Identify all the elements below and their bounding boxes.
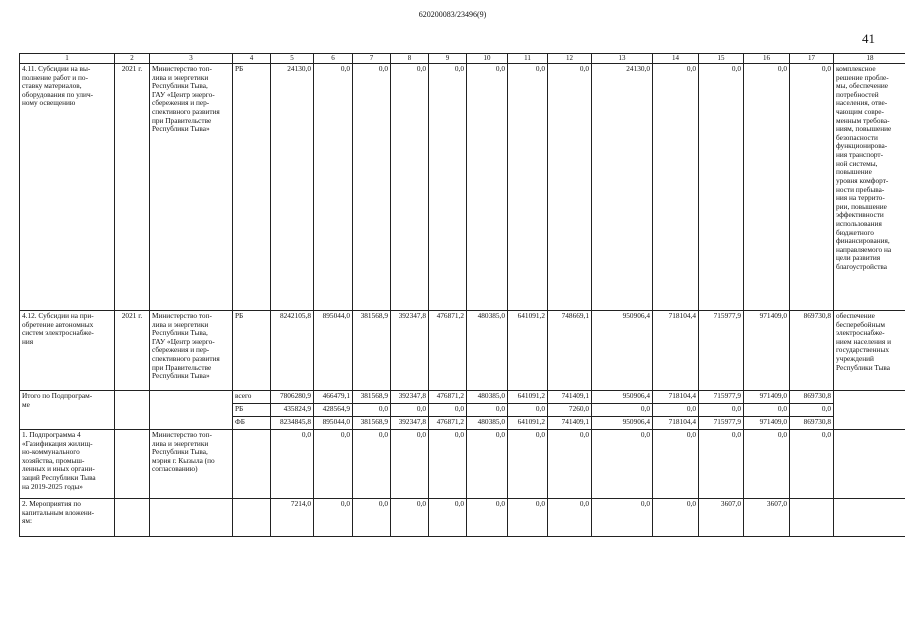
value-cell: 476871,2 (429, 391, 467, 404)
measures-row (20, 499, 905, 537)
value-cell: 748669,1 (548, 311, 592, 391)
value-cell: 971409,0 (744, 391, 790, 404)
value-cell: 869730,8 (790, 391, 834, 404)
value-cell: 8242105,8 (271, 311, 314, 391)
column-header: 2 (115, 54, 150, 64)
value-cell: 476871,2 (429, 311, 467, 391)
value-cell: 435824,9 (271, 404, 314, 417)
value-cell: 0,0 (391, 404, 429, 417)
value-cell: 718104,4 (653, 311, 699, 391)
value-cell: 0,0 (429, 404, 467, 417)
column-header: 9 (429, 54, 467, 64)
deadline-cell: 2021 г. (115, 311, 150, 391)
page-number: 41 (862, 31, 875, 46)
value-cell: 0,0 (790, 64, 834, 311)
measure-name: 4.11. Субсидии на вы- полнение работ и по- ставку материалов, оборудования по улич- ному освещению (20, 64, 115, 311)
column-header: 12 (548, 54, 592, 64)
value-cell: 0,0 (548, 430, 592, 499)
value-cell: 641091,2 (508, 417, 548, 430)
empty-cell (834, 391, 905, 430)
empty-cell (115, 391, 150, 430)
value-cell: 0,0 (353, 499, 391, 537)
empty-cell (150, 391, 233, 430)
table-row (20, 64, 905, 311)
value-cell: 0,0 (271, 430, 314, 499)
expected-result-cell: обеспечение бесперебойным электроснабже- нием населения и государственных учреждений Республики Тыва (834, 311, 905, 391)
value-cell: 392347,8 (391, 311, 429, 391)
value-cell: 3607,0 (744, 499, 790, 537)
funding-source-cell: ФБ (233, 417, 271, 430)
funding-source-cell: всего (233, 391, 271, 404)
funding-source-cell: РБ (233, 311, 271, 391)
executor-cell: Министерство топ- лива и энергетики Республики Тыва, ГАУ «Центр энерго- сбережения и пер- спективного развития при Правительстве Республики Тыва» (150, 64, 233, 311)
table-row (20, 311, 905, 391)
column-number-row (20, 54, 905, 64)
value-cell: 24130,0 (271, 64, 314, 311)
column-header: 17 (790, 54, 834, 64)
value-cell: 0,0 (429, 499, 467, 537)
value-cell: 0,0 (508, 64, 548, 311)
value-cell: 7214,0 (271, 499, 314, 537)
value-cell: 480385,0 (467, 417, 508, 430)
empty-cell (233, 430, 271, 499)
value-cell: 381568,9 (353, 417, 391, 430)
value-cell: 0,0 (353, 430, 391, 499)
value-cell: 0,0 (592, 430, 653, 499)
value-cell: 741409,1 (548, 417, 592, 430)
document-id: 620200083/23496(9) (418, 10, 487, 19)
value-cell: 3607,0 (699, 499, 744, 537)
value-cell: 869730,8 (790, 311, 834, 391)
expected-result-cell: комплексное решение пробле- мы, обеспечение потребностей населения, отве- чающим совре- менным требова- ниям, повышение безопасности функционирова- ния транспорт- ной системы, повышение уровня комфорт- ности пребыва- ния на террито- рии, повышение эффективности использования бюджетного финансирования, направляемого на цели развития благоустройства (834, 64, 905, 311)
value-cell: 0,0 (508, 430, 548, 499)
value-cell: 0,0 (429, 64, 467, 311)
value-cell: 0,0 (790, 404, 834, 417)
value-cell: 0,0 (653, 499, 699, 537)
empty-cell (115, 430, 150, 499)
value-cell: 0,0 (353, 404, 391, 417)
value-cell: 392347,8 (391, 417, 429, 430)
subprogram-name: 1. Подпрограмма 4 «Газификация жилищ- но-коммунального хозяйства, промыш- ленных и иных органи- заций Республики Тыва на 2019-2025 годы» (20, 430, 115, 499)
executor-cell: Министерство топ- лива и энергетики Республики Тыва, мэрия г. Кызыла (по согласованию) (150, 430, 233, 499)
value-cell: 718104,4 (653, 391, 699, 404)
column-header: 4 (233, 54, 271, 64)
value-cell: 392347,8 (391, 391, 429, 404)
empty-cell (790, 499, 834, 537)
value-cell: 0,0 (391, 64, 429, 311)
column-header: 13 (592, 54, 653, 64)
column-header: 14 (653, 54, 699, 64)
value-cell: 480385,0 (467, 311, 508, 391)
subprogram-row (20, 430, 905, 499)
measure-name: 4.12. Субсидии на при- обретение автономных систем электроснабже- ния (20, 311, 115, 391)
value-cell: 0,0 (429, 430, 467, 499)
value-cell: 0,0 (790, 430, 834, 499)
value-cell: 0,0 (391, 430, 429, 499)
column-header: 16 (744, 54, 790, 64)
column-header: 8 (391, 54, 429, 64)
column-header: 5 (271, 54, 314, 64)
value-cell: 0,0 (391, 499, 429, 537)
value-cell: 0,0 (653, 64, 699, 311)
value-cell: 950906,4 (592, 311, 653, 391)
column-header: 1 (20, 54, 115, 64)
value-cell: 0,0 (592, 499, 653, 537)
value-cell: 8234845,8 (271, 417, 314, 430)
value-cell: 0,0 (467, 430, 508, 499)
empty-cell (115, 499, 150, 537)
value-cell: 0,0 (467, 64, 508, 311)
measures-name: 2. Мероприятия по капитальным вложени- ям: (20, 499, 115, 537)
executor-cell: Министерство топ- лива и энергетики Республики Тыва, ГАУ «Центр энерго- сбережения и пер- спективного развития при Правительстве Республики Тыва» (150, 311, 233, 391)
column-header: 15 (699, 54, 744, 64)
value-cell: 950906,4 (592, 391, 653, 404)
total-row (20, 391, 905, 404)
deadline-cell: 2021 г. (115, 64, 150, 311)
value-cell: 7260,0 (548, 404, 592, 417)
value-cell: 476871,2 (429, 417, 467, 430)
value-cell: 0,0 (744, 430, 790, 499)
value-cell: 0,0 (508, 404, 548, 417)
value-cell: 0,0 (699, 404, 744, 417)
column-header: 11 (508, 54, 548, 64)
column-header: 18 (834, 54, 905, 64)
value-cell: 641091,2 (508, 311, 548, 391)
value-cell: 0,0 (467, 499, 508, 537)
value-cell: 718104,4 (653, 417, 699, 430)
value-cell: 895044,0 (314, 417, 353, 430)
funding-source-cell: РБ (233, 404, 271, 417)
total-label: Итого по Подпрограм- ме (20, 391, 115, 430)
value-cell: 641091,2 (508, 391, 548, 404)
column-header: 10 (467, 54, 508, 64)
value-cell: 971409,0 (744, 417, 790, 430)
value-cell: 971409,0 (744, 311, 790, 391)
value-cell: 715977,9 (699, 311, 744, 391)
empty-cell (834, 430, 905, 499)
empty-cell (834, 499, 905, 537)
value-cell: 480385,0 (467, 391, 508, 404)
value-cell: 0,0 (353, 64, 391, 311)
value-cell: 466479,1 (314, 391, 353, 404)
value-cell: 0,0 (699, 430, 744, 499)
value-cell: 950906,4 (592, 417, 653, 430)
value-cell: 715977,9 (699, 391, 744, 404)
value-cell: 0,0 (548, 64, 592, 311)
empty-cell (150, 499, 233, 537)
value-cell: 869730,8 (790, 417, 834, 430)
value-cell: 381568,9 (353, 391, 391, 404)
funding-source-cell: РБ (233, 64, 271, 311)
value-cell: 0,0 (744, 404, 790, 417)
value-cell: 0,0 (467, 404, 508, 417)
value-cell: 428564,9 (314, 404, 353, 417)
value-cell: 381568,9 (353, 311, 391, 391)
value-cell: 0,0 (653, 404, 699, 417)
value-cell: 0,0 (314, 430, 353, 499)
value-cell: 0,0 (592, 404, 653, 417)
column-header: 6 (314, 54, 353, 64)
value-cell: 0,0 (314, 499, 353, 537)
value-cell: 0,0 (653, 430, 699, 499)
value-cell: 895044,0 (314, 311, 353, 391)
value-cell: 715977,9 (699, 417, 744, 430)
value-cell: 0,0 (744, 64, 790, 311)
column-header: 7 (353, 54, 391, 64)
value-cell: 0,0 (314, 64, 353, 311)
value-cell: 24130,0 (592, 64, 653, 311)
value-cell: 0,0 (699, 64, 744, 311)
empty-cell (233, 499, 271, 537)
program-table (19, 53, 905, 537)
value-cell: 0,0 (548, 499, 592, 537)
value-cell: 0,0 (508, 499, 548, 537)
value-cell: 7806280,9 (271, 391, 314, 404)
value-cell: 741409,1 (548, 391, 592, 404)
column-header: 3 (150, 54, 233, 64)
